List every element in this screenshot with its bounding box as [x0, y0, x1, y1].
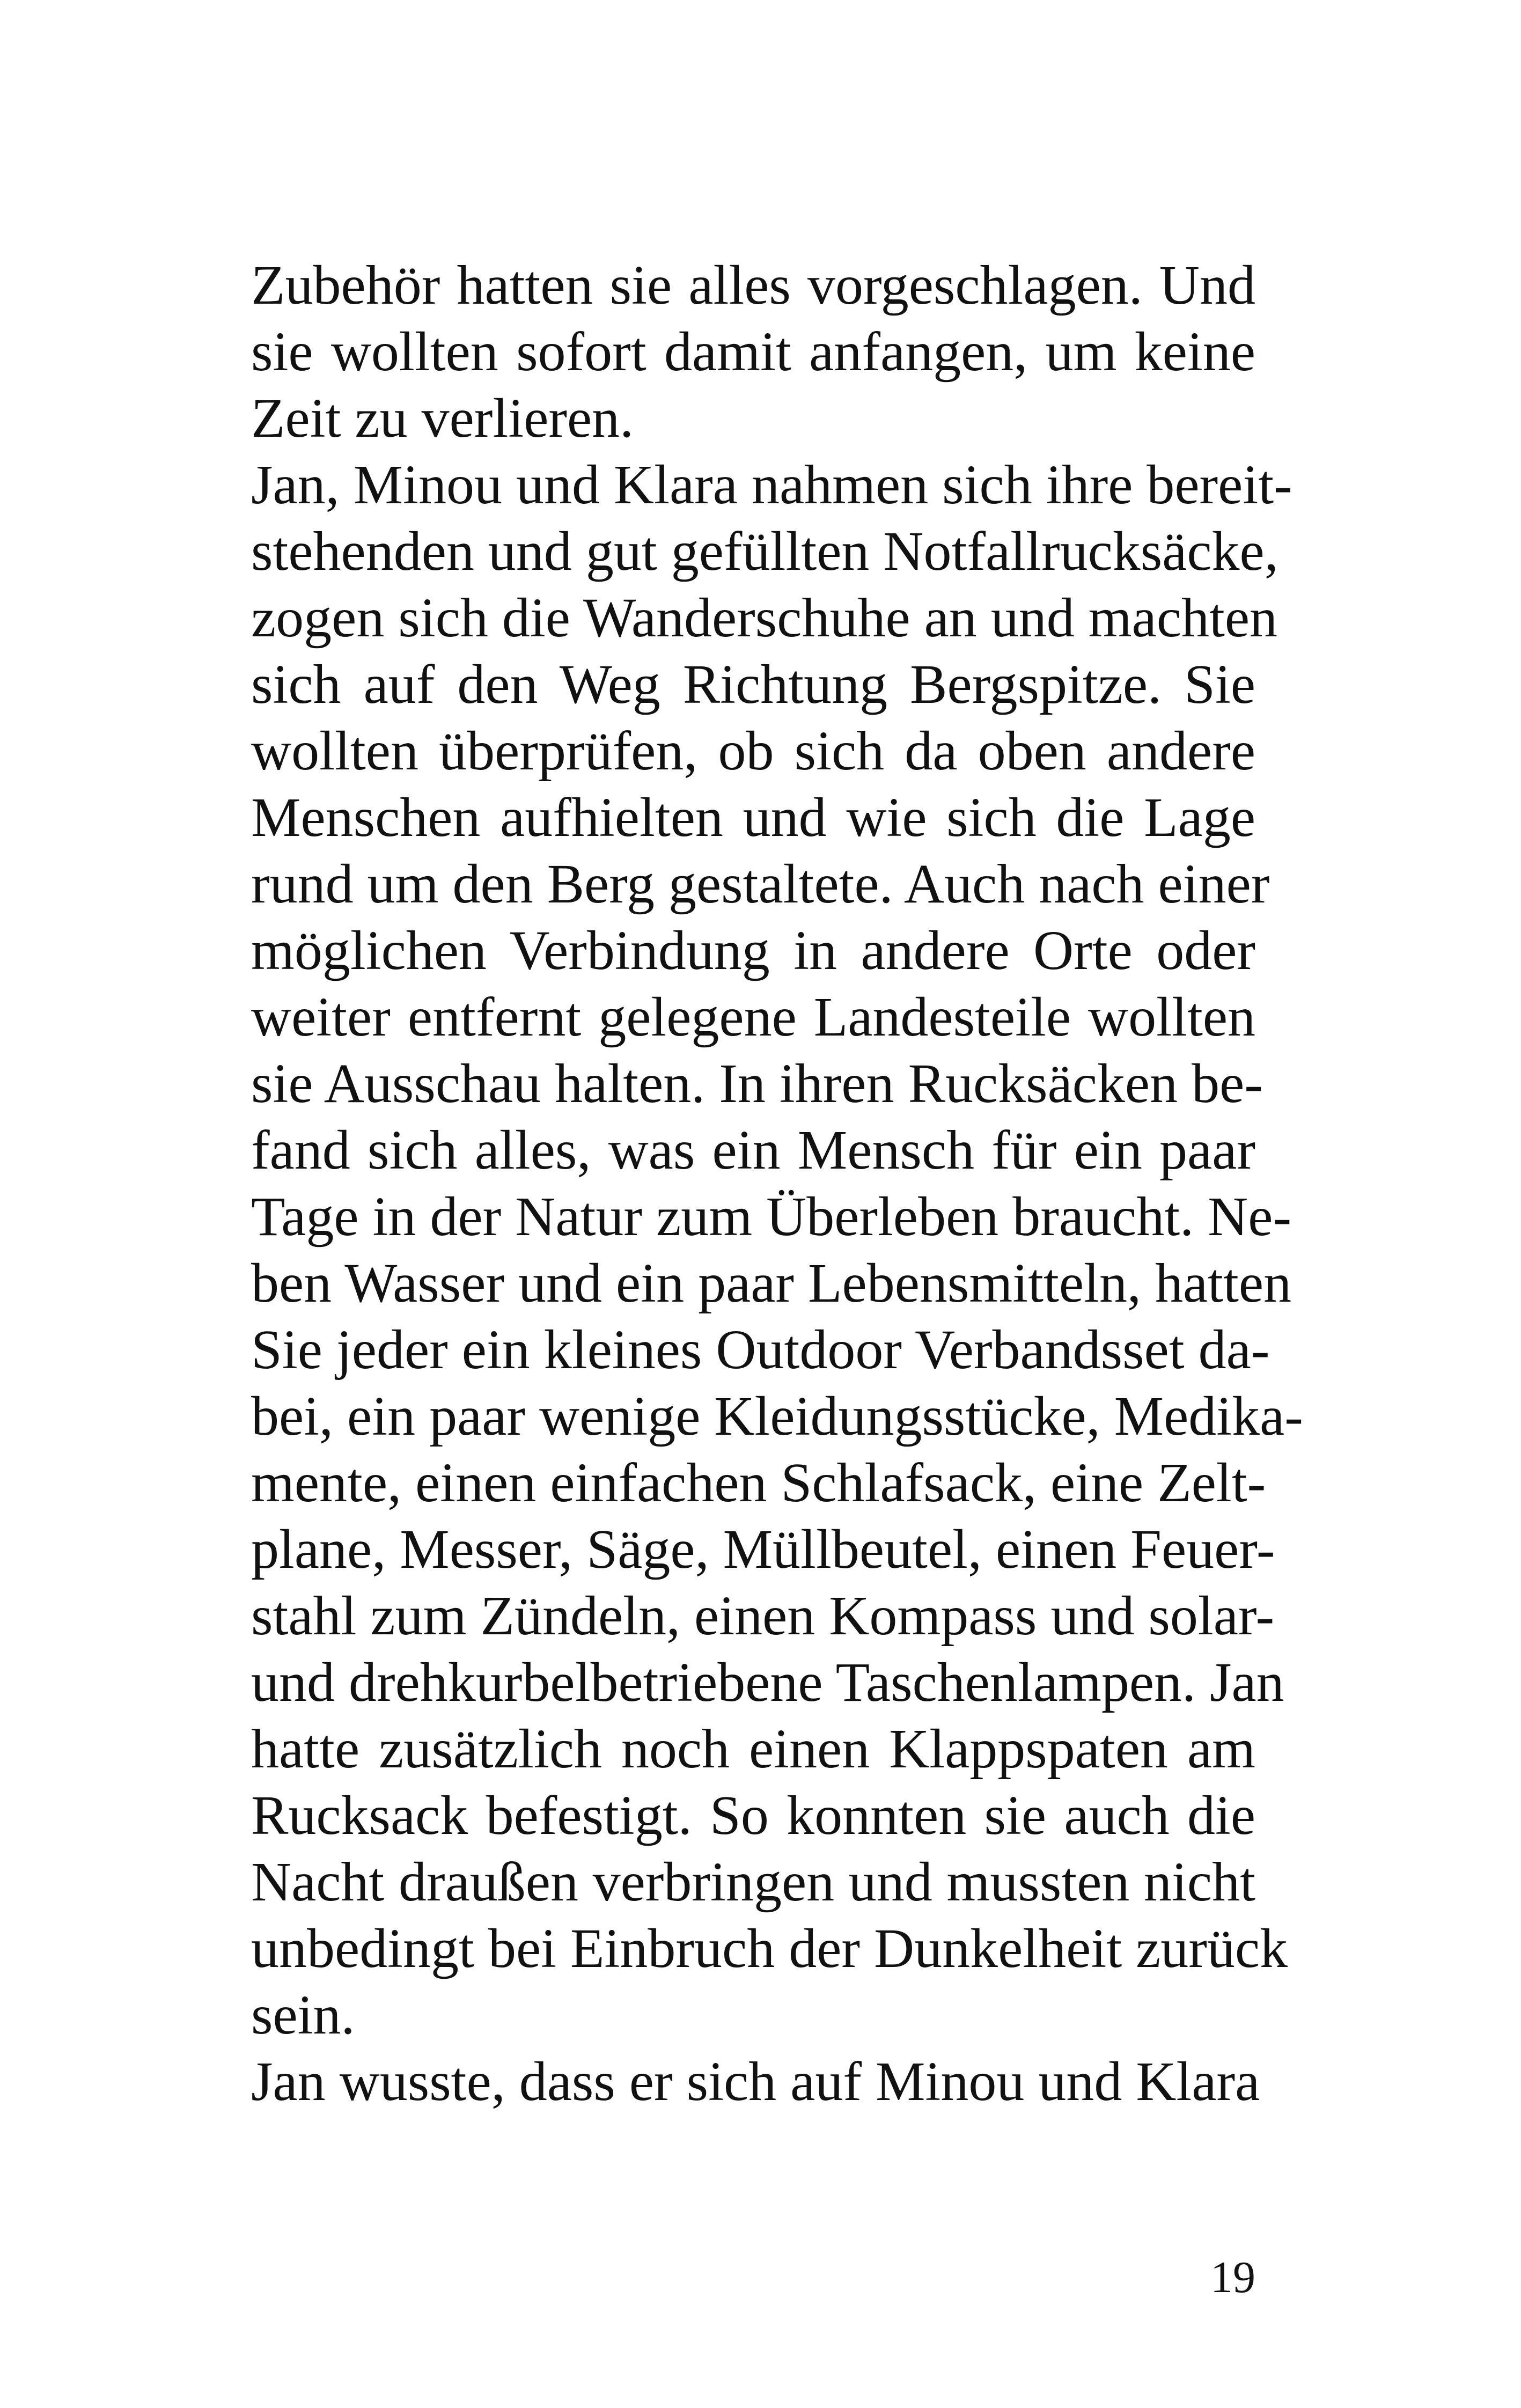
- text-line: und drehkurbelbetriebene Taschenlampen. Jan: [251, 1651, 1284, 1713]
- text-line: mente, einen einfachen Schlafsack, eine Zelt-: [251, 1452, 1266, 1514]
- text-line: Menschen aufhielten und wie sich die Lage: [251, 787, 1255, 848]
- text-line: stahl zum Zündeln, einen Kompass und solar-: [251, 1585, 1275, 1647]
- text-line: Zubehör hatten sie alles vorgeschlagen. Und: [251, 254, 1255, 316]
- text-line: Nacht draußen verbringen und mussten nicht: [251, 1851, 1255, 1913]
- text-line: rund um den Berg gestaltete. Auch nach einer: [251, 853, 1270, 915]
- text-line: stehenden und gut gefüllten Notfallrucksäcke,: [251, 520, 1278, 582]
- text-line: weiter entfernt gelegene Landesteile wollten: [251, 986, 1255, 1048]
- text-line: ben Wasser und ein paar Lebensmitteln, hatten: [251, 1252, 1292, 1314]
- text-line: Sie jeder ein kleines Outdoor Verbandsset da-: [251, 1319, 1270, 1381]
- text-line: wollten überprüfen, ob sich da oben andere: [251, 720, 1255, 782]
- text-line: Jan wusste, dass er sich auf Minou und Klara: [251, 2051, 1260, 2112]
- text-line: sein.: [251, 1984, 355, 2046]
- text-line: Jan, Minou und Klara nahmen sich ihre bereit-: [251, 454, 1292, 516]
- text-line: sich auf den Weg Richtung Bergspitze. Sie: [251, 654, 1255, 715]
- text-line: fand sich alles, was ein Mensch für ein paar: [251, 1119, 1255, 1181]
- text-line: Tage in der Natur zum Überleben braucht. Ne-: [251, 1186, 1291, 1247]
- text-line: Zeit zu verlieren.: [251, 387, 634, 449]
- text-line: Rucksack befestigt. So konnten sie auch die: [251, 1785, 1255, 1846]
- text-line: plane, Messer, Säge, Müllbeutel, einen Feuer-: [251, 1518, 1275, 1580]
- text-line: unbedingt bei Einbruch der Dunkelheit zurück: [251, 1918, 1288, 1979]
- body-text: [251, 252, 1303, 2115]
- text-line: sie Ausschau halten. In ihren Rucksäcken be-: [251, 1053, 1263, 1114]
- text-line: bei, ein paar wenige Kleidungsstücke, Medika-: [251, 1385, 1303, 1447]
- text-line: hatte zusätzlich noch einen Klappspaten am: [251, 1718, 1255, 1780]
- text-line: zogen sich die Wanderschuhe an und machten: [251, 587, 1278, 649]
- text-line: sie wollten sofort damit anfangen, um keine: [251, 321, 1255, 383]
- text-line: möglichen Verbindung in andere Orte oder: [251, 920, 1255, 981]
- page-number: 19: [1210, 2252, 1255, 2302]
